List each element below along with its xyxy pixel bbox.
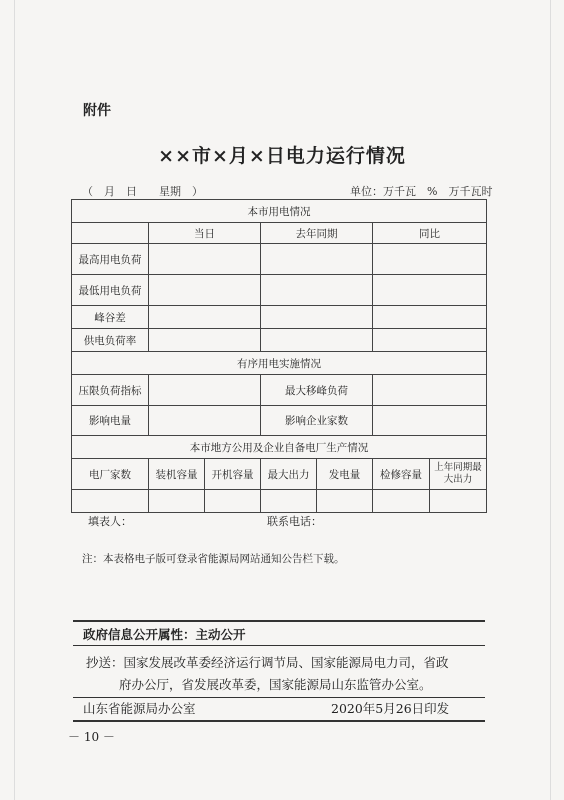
divider (73, 697, 485, 698)
row-label: 最高用电负荷 (72, 244, 149, 275)
cc-line-2: 府办公厅，省发展改革委，国家能源局山东监管办公室。 (119, 677, 432, 692)
table-cell-empty (261, 329, 373, 352)
column-header: 发电量 (317, 459, 373, 490)
column-header: 电厂家数 (72, 459, 149, 490)
divider (73, 720, 485, 722)
table-cell-empty (373, 244, 487, 275)
divider (73, 620, 485, 622)
units-line: 单位：万千瓦 % 万千瓦时 (350, 185, 493, 198)
row-label: 最低用电负荷 (72, 275, 149, 306)
section-title-orderly-usage: 有序用电实施情况 (72, 352, 487, 375)
table-cell-empty (373, 275, 487, 306)
binding-line (550, 0, 551, 800)
row-label: 影响企业家数 (261, 406, 373, 436)
table-cell-empty (149, 329, 261, 352)
table-cell-empty (72, 223, 149, 244)
table-cell-empty (261, 244, 373, 275)
date-line: （ 月 日 星期 ） (82, 185, 203, 198)
column-header: 检修容量 (373, 459, 430, 490)
issuer: 山东省能源局办公室 (83, 701, 196, 716)
table-cell-empty (149, 244, 261, 275)
table-cell-empty (317, 490, 373, 513)
contact-phone-label: 联系电话： (267, 515, 322, 528)
table-cell-empty (373, 375, 487, 406)
column-header: 上年同期最大出力 (430, 459, 487, 490)
disclosure-attribute: 政府信息公开属性：主动公开 (83, 627, 246, 642)
table-cell-empty (373, 329, 487, 352)
row-label: 最大移峰负荷 (261, 375, 373, 406)
section-title-city-usage: 本市用电情况 (72, 200, 487, 223)
column-header: 同比 (373, 223, 487, 244)
column-header: 去年同期 (261, 223, 373, 244)
row-label: 峰谷差 (72, 306, 149, 329)
table-cell-empty (205, 490, 261, 513)
row-label: 压限负荷指标 (72, 375, 149, 406)
column-header: 最大出力 (261, 459, 317, 490)
table-note: 注：本表格电子版可登录省能源局网站通知公告栏下载。 (82, 553, 345, 565)
table-cell-empty (72, 490, 149, 513)
table-cell-empty (149, 375, 261, 406)
divider (73, 645, 485, 646)
document-title: ××市×月×日电力运行情况 (158, 145, 406, 167)
filler-label: 填表人： (88, 515, 132, 528)
row-label: 影响电量 (72, 406, 149, 436)
table-cell-empty (373, 490, 430, 513)
binding-line (14, 0, 15, 800)
column-header: 当日 (149, 223, 261, 244)
power-report-table (71, 199, 487, 513)
column-header: 装机容量 (149, 459, 205, 490)
table-cell-empty (261, 306, 373, 329)
section-title-power-plants: 本市地方公用及企业自备电厂生产情况 (72, 436, 487, 459)
table-cell-empty (430, 490, 487, 513)
cc-line-1: 抄送：国家发展改革委经济运行调节局、国家能源局电力司，省政 (86, 655, 449, 670)
page-number: － 10 － (68, 730, 115, 744)
table-cell-empty (373, 306, 487, 329)
table-cell-empty (261, 275, 373, 306)
table-cell-empty (261, 490, 317, 513)
table-cell-empty (149, 275, 261, 306)
table-cell-empty (149, 306, 261, 329)
table-cell-empty (373, 406, 487, 436)
table-cell-empty (149, 490, 205, 513)
table-cell-empty (149, 406, 261, 436)
issue-date: 2020年5月26日印发 (331, 701, 450, 716)
row-label: 供电负荷率 (72, 329, 149, 352)
attachment-label: 附件 (83, 103, 111, 119)
column-header: 开机容量 (205, 459, 261, 490)
